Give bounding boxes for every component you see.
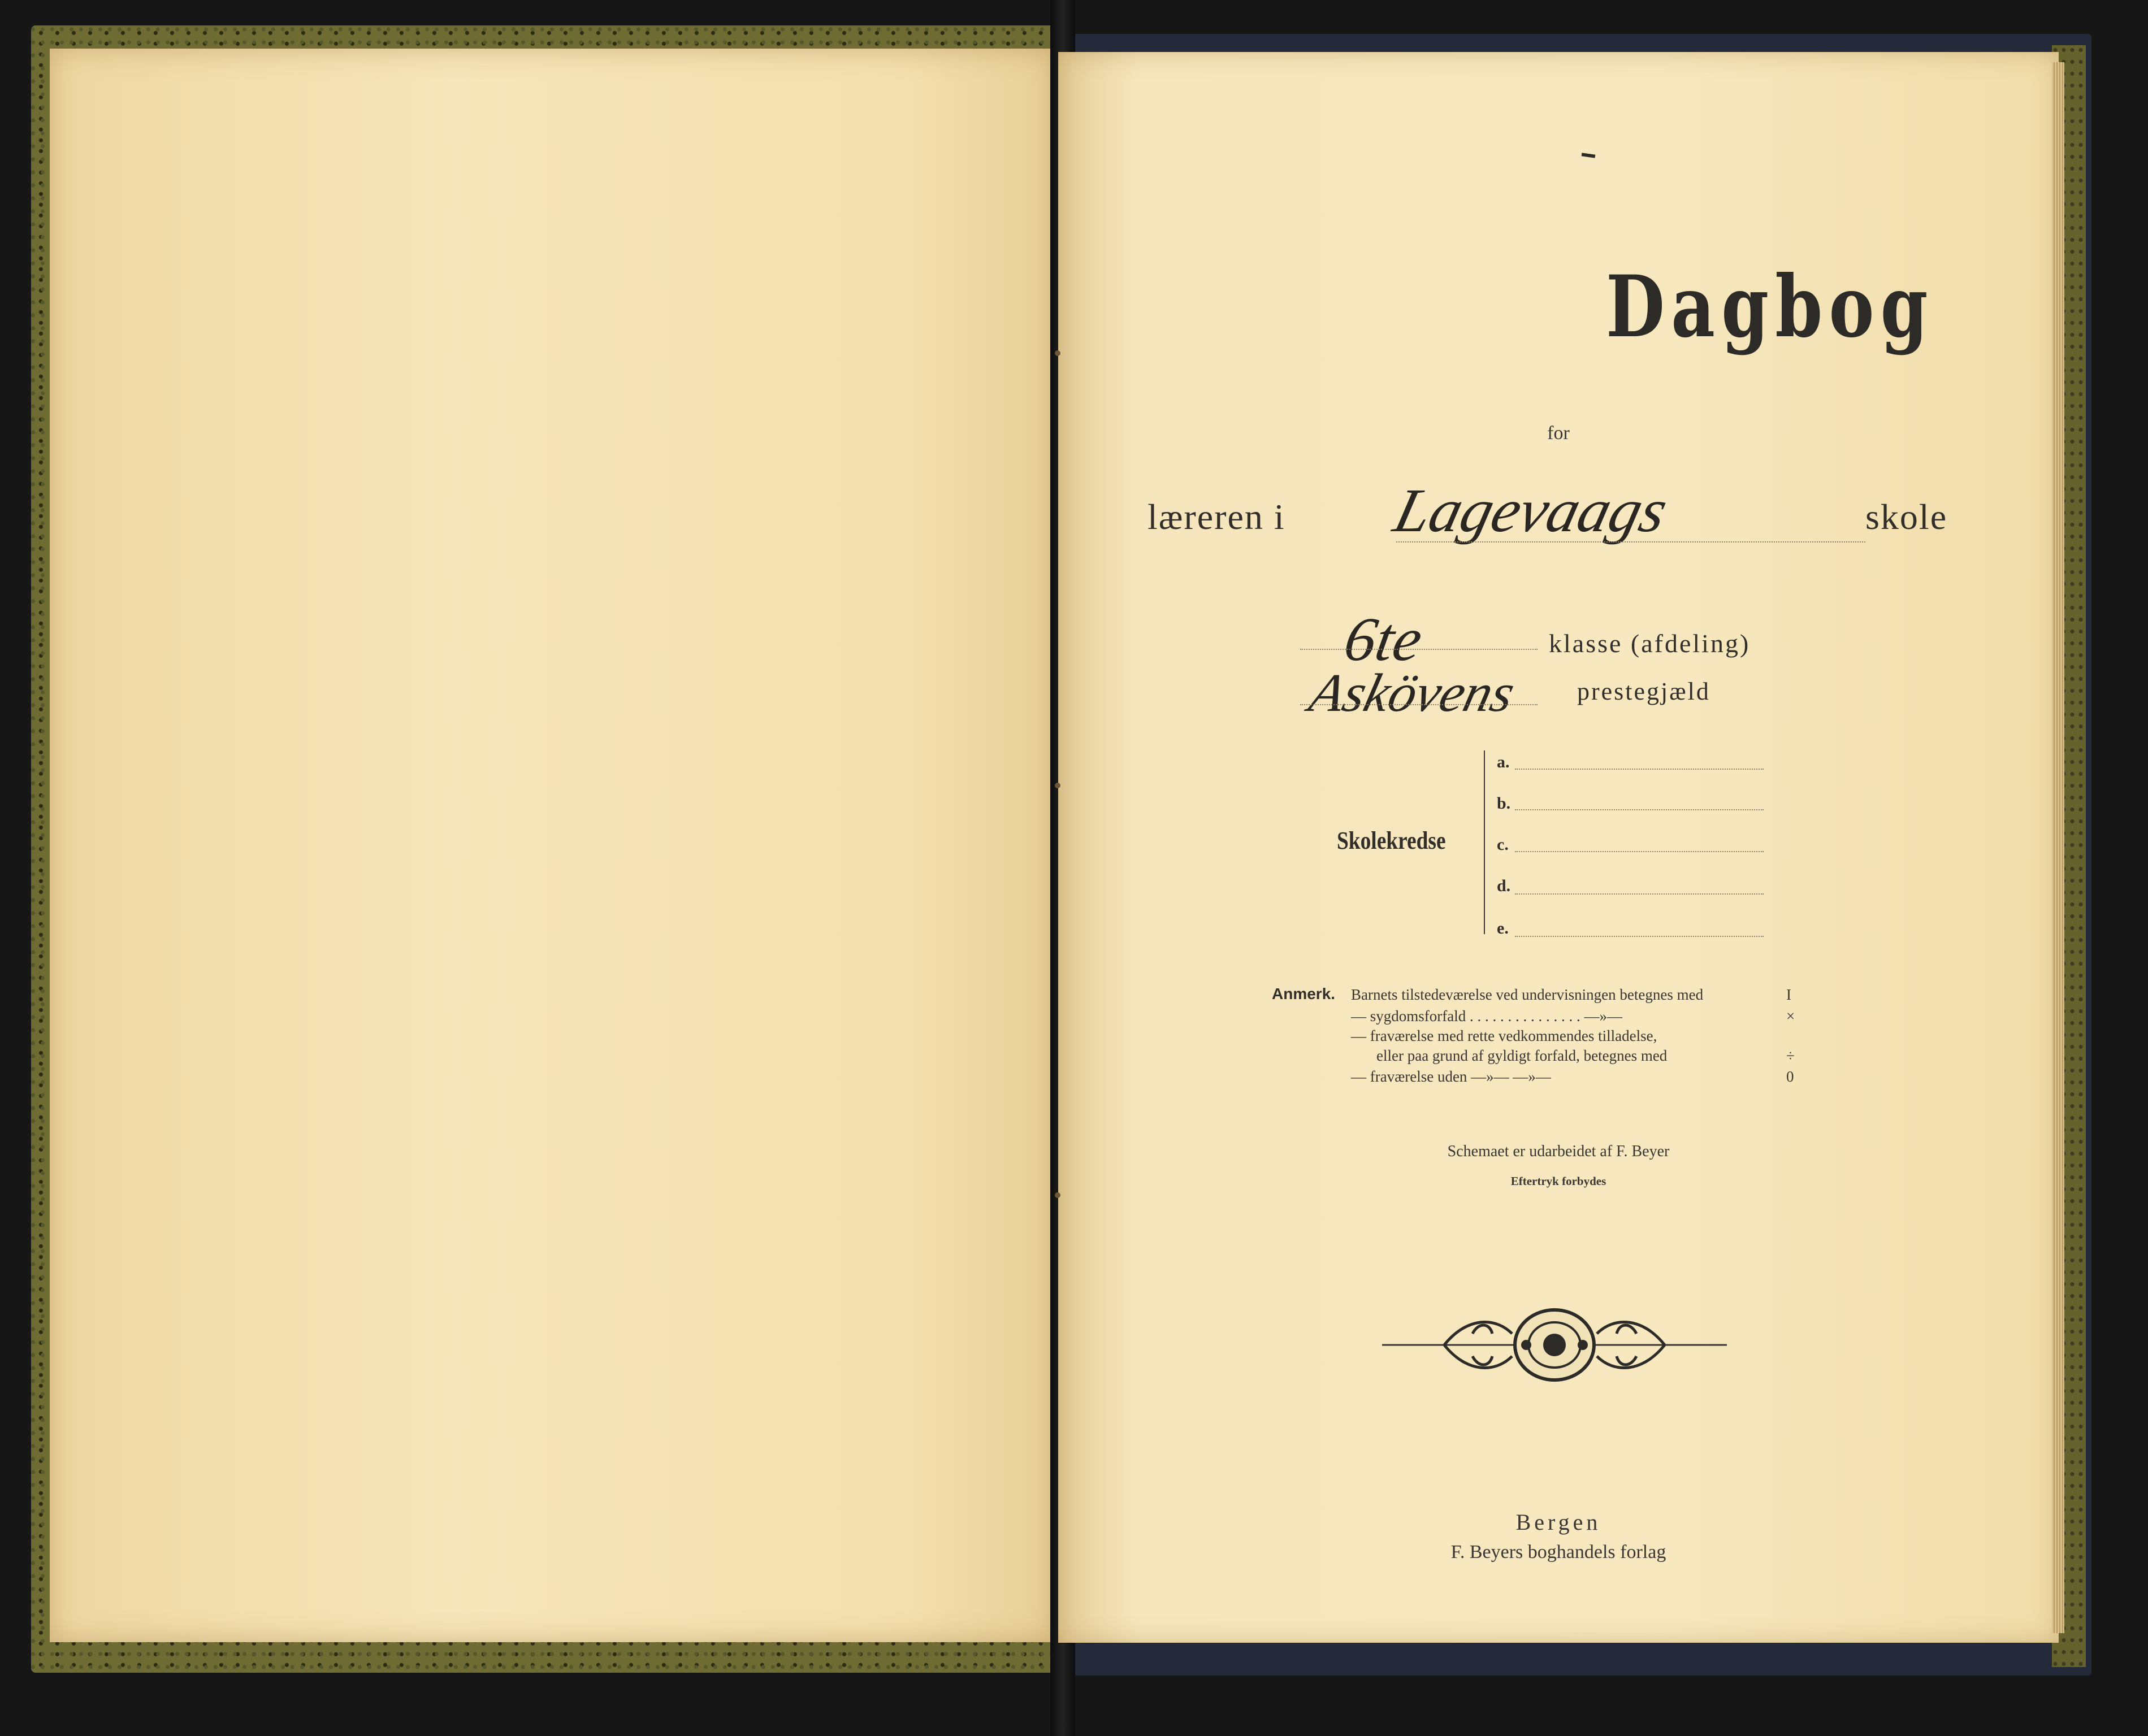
district-fill-line [1515,936,1764,937]
class-fill-line [1300,649,1538,650]
school-fill-line [1396,541,1865,542]
district-row-label: d. [1497,876,1511,895]
district-fill-line [1515,769,1764,770]
note-line: eller paa grund af gyldigt forfald, betegnes med [1376,1047,1668,1064]
binding-stitch [1055,783,1060,788]
binding-stitch [1055,350,1060,356]
parish-fill-line [1300,704,1538,705]
note-label: Anmerk. [1272,985,1336,1002]
binding-stitch [1055,1192,1060,1198]
district-row-label: b. [1497,794,1511,813]
publisher-name: F. Beyers boghandels forlag [1450,1542,1666,1563]
note-line: — sygdomsforfald . . . . . . . . . . . . . . . —»— [1351,1008,1622,1025]
school-label: skole [1865,497,1948,537]
symbol-sick: × [1786,1008,1795,1025]
note-line: — fraværelse uden —»— —»— [1351,1068,1551,1085]
reprint-notice: Eftertryk forbydes [1510,1174,1606,1188]
school-districts-bracket [1484,750,1485,934]
note-line: — fraværelse med rette vedkommendes tilladelse, [1351,1027,1657,1044]
class-label: klasse (afdeling) [1549,629,1751,658]
parish-label: prestegjæld [1577,678,1710,705]
symbol-excused: ÷ [1786,1047,1795,1064]
parish-handwritten: Askövens [1303,662,1521,723]
school-name-handwritten: Lagevaags [1387,476,1674,545]
district-fill-line [1515,809,1764,810]
decorative-flourish-icon [1382,1294,1727,1396]
symbol-absent: 0 [1786,1068,1794,1085]
district-row-label: e. [1497,919,1509,938]
school-districts-label: Skolekredse [1337,827,1446,854]
for-label: for [1547,423,1570,444]
district-row-label: a. [1497,753,1510,771]
symbol-present: I [1786,986,1791,1003]
class-handwritten: 6te [1339,605,1428,674]
district-fill-line [1515,851,1764,852]
teacher-label: læreren i [1147,497,1285,537]
district-row-label: c. [1497,835,1509,854]
credit-line: Schemaet er udarbeidet af F. Beyer [1447,1143,1670,1160]
page-title: Dagbog [1606,257,1934,357]
left-page-blank [50,49,1056,1642]
note-line: Barnets tilstedeværelse ved undervisningen betegnes med [1351,986,1704,1003]
publisher-city: Bergen [1515,1509,1601,1535]
district-fill-line [1515,893,1764,895]
